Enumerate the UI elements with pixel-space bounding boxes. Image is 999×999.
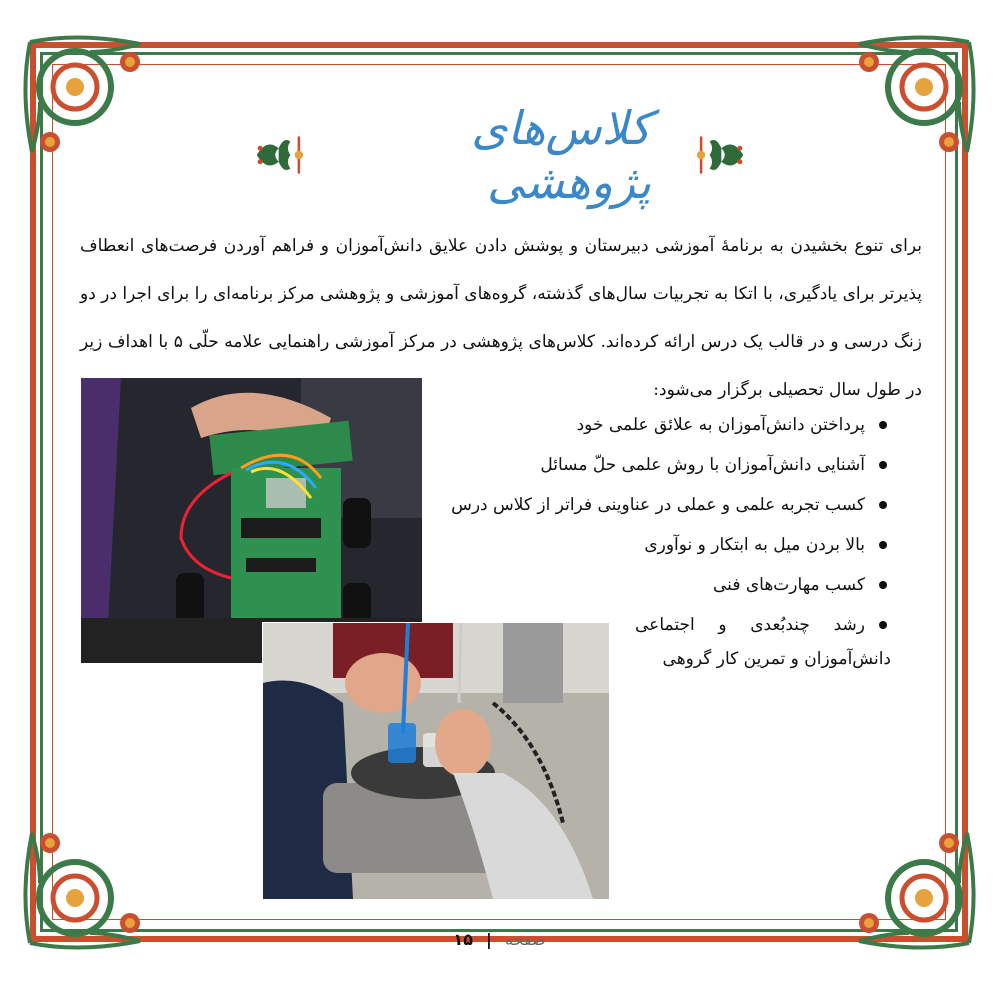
page-number: ۱۵ (453, 930, 473, 949)
bullet-dot-icon (879, 421, 887, 429)
corner-ornament-icon (829, 32, 979, 182)
bullet-dot-icon (879, 581, 887, 589)
floral-flourish-icon (691, 125, 750, 185)
list-item (421, 568, 891, 608)
intro-paragraph: برای تنوع بخشیدن به برنامهٔ آموزشی دبیرستان و پوشش دادن علایق دانش‌آموزان و فراهم آوردن فرصت‌های انعطاف پذیرتر برای یادگیری، با اتکا به تجربیات سال‌های گذشته، گروه‌های آموزشی و پژوهشی مرکز برنامه‌ای را برای اجرا در دو زنگ درسی و در قالب یک درس ارائه کرده‌اند. کلاس‌های پژوهشی در مرکز آموزشی راهنمایی علامه حلّی ۵ با اهداف زیر در طول سال تحصیلی برگزار می‌شود: (80, 236, 922, 400)
goals-list (421, 408, 891, 676)
corner-ornament-icon (20, 32, 170, 182)
list-item (421, 528, 891, 568)
robot-circuit-image (81, 378, 422, 663)
list-item (421, 408, 891, 448)
bullet-dot-icon (879, 541, 887, 549)
floral-flourish-icon (250, 125, 309, 185)
bullet-dot-icon (879, 621, 887, 629)
page-footer (0, 930, 999, 949)
list-item-text-continued: دانش‌آموزان و تمرین کار گروهی (662, 649, 891, 669)
page-title: کلاس‌های پژوهشی (471, 101, 652, 209)
page-label: صفحه (504, 930, 546, 949)
bullet-dot-icon (879, 501, 887, 509)
list-item-text: آشنایی دانش‌آموزان با روش علمی حلّ مسائل (540, 455, 865, 475)
list-item-text: رشد چندبُعدی و اجتماعی (635, 615, 865, 635)
list-item-text: بالا بردن میل به ابتکار و نوآوری (644, 535, 865, 555)
bullet-dot-icon (879, 461, 887, 469)
footer-separator: | (486, 930, 492, 949)
list-item-text: کسب مهارت‌های فنی (713, 575, 865, 595)
list-item (421, 488, 891, 528)
list-item (421, 448, 891, 488)
list-item-text: پرداختن دانش‌آموزان به علائق علمی خود (576, 415, 865, 435)
title-row (250, 101, 750, 209)
robot-circuit-photo (81, 378, 422, 663)
list-item-text: کسب تجربه علمی و عملی در عناوینی فراتر از کلاس درس (451, 495, 865, 515)
list-item (421, 608, 891, 676)
